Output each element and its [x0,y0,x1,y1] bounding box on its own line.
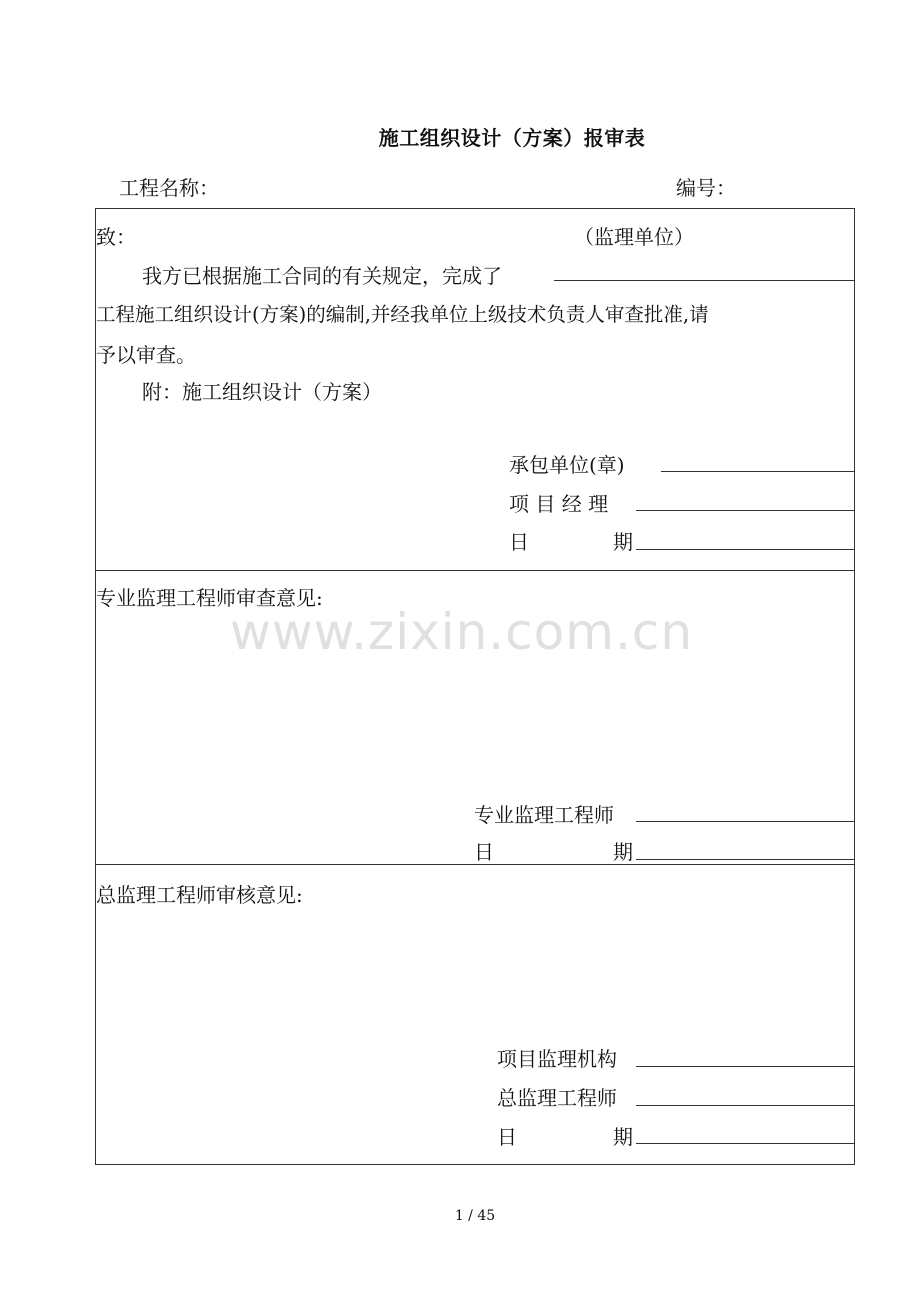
body-line-2: 工程施工组织设计(方案)的编制,并经我单位上级技术负责人审查批准,请 [96,303,709,326]
contractor-label: 承包单位(章) [509,453,625,477]
project-manager-label: 项 目 经 理 [509,492,609,516]
specialist-review-heading: 专业监理工程师审查意见: [96,586,323,610]
supervision-org-blank[interactable] [636,1066,854,1067]
specialist-engineer-label: 专业监理工程师 [474,803,614,827]
supervision-unit-label: （监理单位） [574,225,694,249]
section-divider-1 [96,570,854,571]
attachment-label: 附：施工组织设计（方案） [142,380,382,404]
contractor-blank[interactable] [661,471,854,472]
date-label-right-2: 期 [613,840,633,864]
body-line-3: 予以审查。 [96,343,196,367]
number-label: 编号： [676,176,736,200]
date-label-right-1: 期 [613,530,633,554]
specialist-engineer-blank[interactable] [636,821,854,822]
page-indicator: 1 / 45 [454,1208,496,1224]
date-label-left-1: 日 [509,530,529,554]
watermark: www.zixin.com.cn [230,603,694,661]
date-blank-1[interactable] [636,549,854,550]
date-blank-3[interactable] [636,1143,854,1144]
body-line-1: 我方已根据施工合同的有关规定，完成了 [142,264,502,288]
project-manager-blank[interactable] [636,510,854,511]
date-blank-2[interactable] [636,859,854,860]
document-title: 施工组织设计（方案）报审表 [378,126,646,150]
supervision-org-label: 项目监理机构 [497,1047,617,1071]
date-label-left-3: 日 [497,1125,517,1149]
date-label-right-3: 期 [613,1125,633,1149]
project-name-label: 工程名称： [119,176,219,200]
date-label-left-2: 日 [474,840,494,864]
section-divider-2 [96,864,854,865]
chief-engineer-label: 总监理工程师 [497,1086,617,1110]
to-label: 致： [96,225,136,249]
chief-review-heading: 总监理工程师审核意见: [96,883,303,907]
review-form-table [95,208,855,1165]
chief-engineer-blank[interactable] [636,1105,854,1106]
completed-project-blank[interactable] [554,280,854,281]
